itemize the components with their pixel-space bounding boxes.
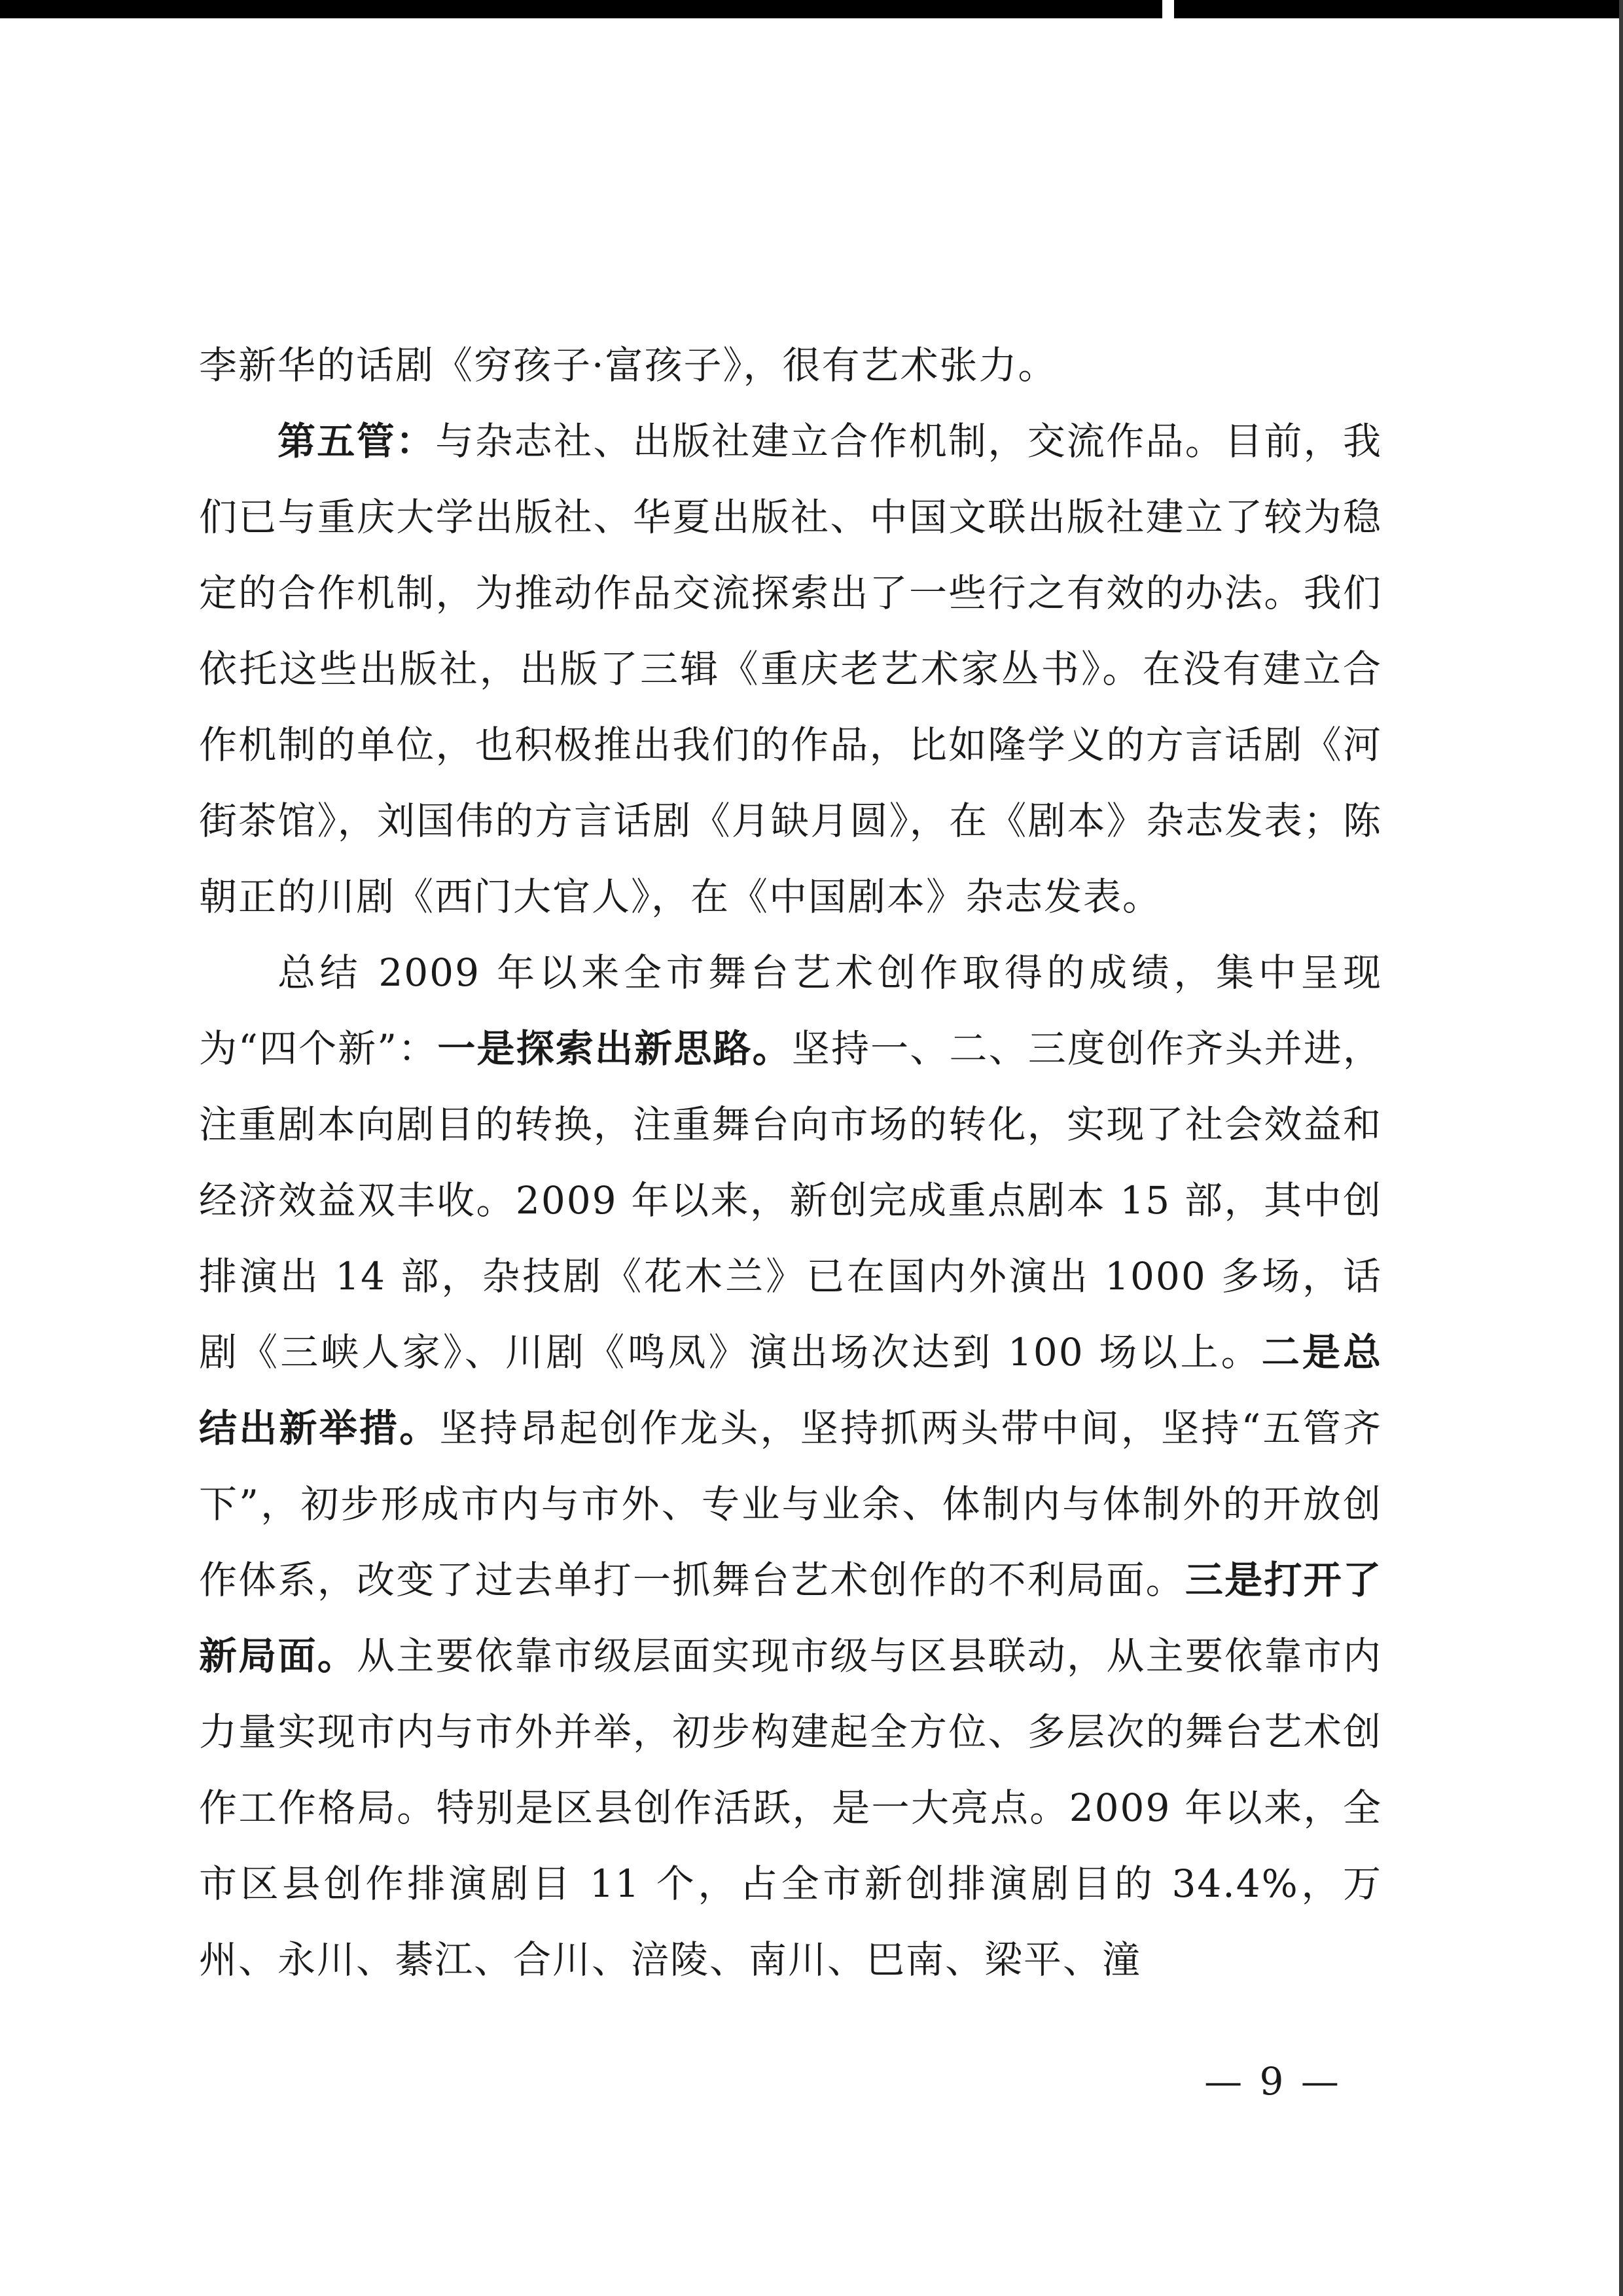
scan-border-top [0, 0, 1623, 18]
scan-border-right [1619, 0, 1623, 2296]
bold-heading-text: 第五管： [277, 419, 436, 463]
document-body [199, 327, 1382, 1998]
body-text: 总结 2009 年以来全市舞台艺术创作取得的成绩，集中呈现为“四个新”： [199, 950, 1382, 1071]
bold-heading-text: 一是探索出新思路。 [437, 1026, 792, 1071]
body-text: 坚持昂起创作龙头，坚持抓两头带中间，坚持“五管齐下”，初步形成市内与市外、专业与业余、体制内与体制外的开放创作体系，改变了过去单打一抓舞台艺术创作的不利局面。 [199, 1406, 1382, 1602]
bold-heading-text: 二是总结出新举措。 [199, 1330, 1382, 1450]
paragraph [199, 327, 1382, 403]
paragraph [199, 935, 1382, 1998]
page-number: — 9 — [1204, 2059, 1342, 2104]
paragraph [199, 403, 1382, 935]
scan-border-gap [1162, 0, 1174, 18]
body-text: 李新华的话剧《穷孩子·富孩子》，很有艺术张力。 [199, 343, 1058, 387]
body-text: 坚持一、二、三度创作齐头并进，注重剧本向剧目的转换，注重舞台向市场的转化，实现了社会效益和经济效益双丰收。2009 年以来，新创完成重点剧本 15 部，其中创排演出 14 部，杂技剧《花木兰》已在国内外演出 1000 多场，话剧《三峡人家》、川剧《鸣凤》演出场次达到 100 场以上。 [199, 1026, 1382, 1374]
body-text: 从主要依靠市级层面实现市级与区县联动，从主要依靠市内力量实现市内与市外并举，初步构建起全方位、多层次的舞台艺术创作工作格局。特别是区县创作活跃，是一大亮点。2009 年以来，全市区县创作排演剧目 11 个，占全市新创排演剧目的 34.4%，万州、永川、綦江、合川、涪陵、南川、巴南、梁平、潼 [199, 1634, 1382, 1982]
bold-heading-text: 三是打开了新局面。 [199, 1558, 1382, 1678]
body-text: 与杂志社、出版社建立合作机制，交流作品。目前，我们已与重庆大学出版社、华夏出版社、中国文联出版社建立了较为稳定的合作机制，为推动作品交流探索出了一些行之有效的办法。我们依托这些出版社，出版了三辑《重庆老艺术家丛书》。在没有建立合作机制的单位，也积极推出我们的作品，比如隆学义的方言话剧《河街茶馆》，刘国伟的方言话剧《月缺月圆》，在《剧本》杂志发表；陈朝正的川剧《西门大官人》，在《中国剧本》杂志发表。 [199, 419, 1382, 919]
